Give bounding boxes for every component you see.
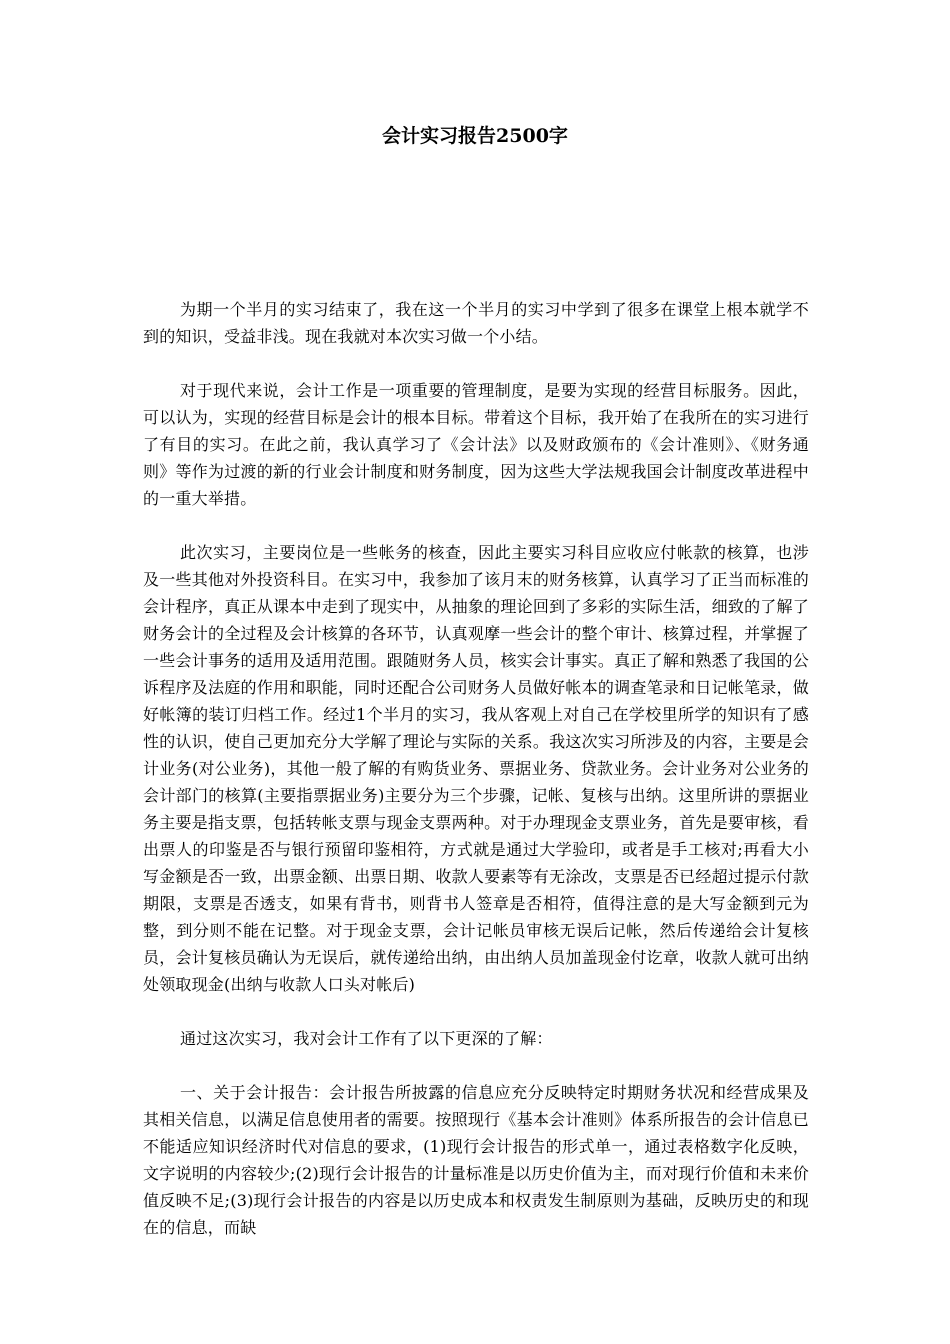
paragraph-purpose: 对于现代来说，会计工作是一项重要的管理制度，是要为实现的经营目标服务。因此，可以认为，实现的经营目标是会计的根本目标。带着这个目标，我开始了在我所在的实习进行了有目的实习。在此之前，我认真学习了《会计法》以及财政颁布的《会计准则》、《财务通则》等作为过渡的新的行业会计制度和财务制度，因为这些大学法规我国会计制度改革进程中的一重大举措。 (143, 381, 809, 508)
document-body (143, 296, 809, 1268)
paragraph-understanding-intro: 通过这次实习，我对会计工作有了以下更深的了解： (180, 1029, 553, 1048)
paragraph-accounting-report: 一、关于会计报告：会计报告所披露的信息应充分反映特定时期财务状况和经营成果及其相关信息，以满足信息使用者的需要。按照现行《基本会计准则》体系所报告的会计信息已不能适应知识经济时代对信息的要求，(1)现行会计报告的形式单一，通过表格数字化反映，文字说明的内容较少;(2)现行会计报告的计量标准是以历史价值为主，而对现行价值和未来价值反映不足;(3)现行会计报告的内容是以历史成本和权责发生制原则为基础，反映历史的和现在的信息，而缺 (143, 1083, 809, 1237)
paragraph-internship-details: 此次实习，主要岗位是一些帐务的核查，因此主要实习科目应收应付帐款的核算，也涉及一些其他对外投资科目。在实习中，我参加了该月末的财务核算，认真学习了正当而标准的会计程序，真正从课本中走到了现实中，从抽象的理论回到了多彩的实际生活，细致的了解了财务会计的全过程及会计核算的各环节，认真观摩一些会计的整个审计、核算过程，并掌握了一些会计事务的适用及适用范围。跟随财务人员，核实会计事实。真正了解和熟悉了我国的公诉程序及法庭的作用和职能，同时还配合公司财务人员做好帐本的调查笔录和日记帐笔录，做好帐簿的装订归档工作。经过1个半月的实习，我从客观上对自己在学校里所学的知识有了感性的认识，使自己更加充分大学解了理论与实际的关系。我这次实习所涉及的内容，主要是会计业务(对公业务)，其他一般了解的有购货业务、票据业务、贷款业务。会计业务对公业务的会计部门的核算(主要指票据业务)主要分为三个步骤，记帐、复核与出纳。这里所讲的票据业务主要是指支票，包括转帐支票与现金支票两种。对于办理现金支票业务，首先是要审核，看出票人的印鉴是否与银行预留印鉴相符，方式就是通过大学验印，或者是手工核对;再看大小写金额是否一致，出票金额、出票日期、收款人要素等有无涂改，支票是否已经超过提示付款期限，支票是否透支，如果有背书，则背书人签章是否相符，值得注意的是大写金额到元为整，到分则不能在记整。对于现金支票，会计记帐员审核无误后记帐，然后传递给会计复核员，会计复核员确认为无误后，就传递给出纳，由出纳人员加盖现金付讫章，收款人就可出纳处领取现金(出纳与收款人口头对帐后) (143, 543, 809, 994)
document-title: 会计实习报告2500字 (382, 125, 568, 147)
paragraph-intro: 为期一个半月的实习结束了，我在这一个半月的实习中学到了很多在课堂上根本就学不到的知识，受益非浅。现在我就对本次实习做一个小结。 (143, 300, 809, 346)
